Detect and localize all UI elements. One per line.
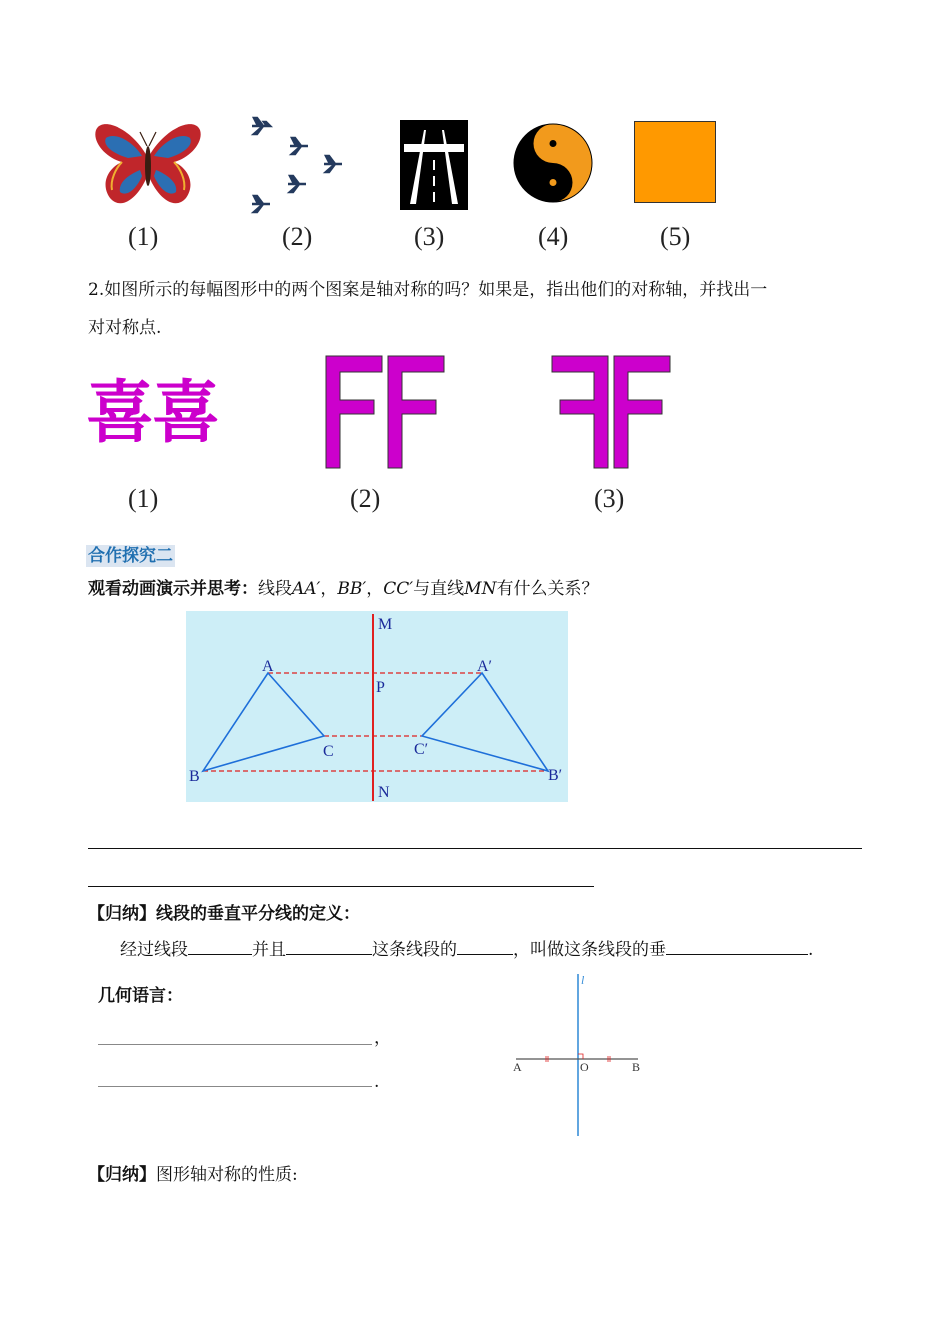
definition-text-4: ，叫做这条线段的垂 bbox=[513, 940, 666, 960]
segment-aa: AA′ bbox=[292, 579, 321, 599]
orange-square bbox=[634, 121, 716, 203]
separator-2: ， bbox=[366, 579, 384, 599]
summary-2-bracket: 【归纳】 bbox=[88, 1165, 156, 1185]
xi-char-left: 喜 bbox=[86, 374, 153, 453]
segment-cc: CC′ bbox=[383, 579, 414, 599]
question-2-line-1: 2.如图所示的每幅图形中的两个图案是轴对称的吗？如果是，指出他们的对称轴，并找出一 bbox=[88, 280, 768, 300]
blank-3[interactable] bbox=[457, 940, 513, 955]
prompt-text-1: 线段 bbox=[258, 579, 292, 599]
figure-label-3: (3) bbox=[414, 222, 445, 251]
segment-bb: BB′ bbox=[337, 579, 367, 599]
definition-text-1: 经过线段 bbox=[120, 940, 188, 960]
q2-label-2: (2) bbox=[350, 484, 381, 513]
label-l: l bbox=[581, 973, 585, 987]
answer-line-2 bbox=[88, 886, 594, 887]
airplanes-formation-icon bbox=[248, 112, 348, 216]
label-p: P bbox=[376, 679, 385, 696]
xi-char-right: 喜 bbox=[152, 374, 219, 453]
prompt-bold: 观看动画演示并思考： bbox=[88, 579, 258, 599]
answer-line-1 bbox=[88, 848, 862, 849]
label-b2: B bbox=[632, 1060, 641, 1074]
label-c-prime: C′ bbox=[414, 741, 429, 758]
label-b-prime: B′ bbox=[548, 767, 563, 784]
line-mn: MN bbox=[464, 579, 497, 599]
summary-1-title bbox=[88, 904, 360, 924]
definition-text-3: 这条线段的 bbox=[372, 940, 457, 960]
prompt-text-2: 与直线 bbox=[413, 579, 465, 599]
geometry-blank-1[interactable] bbox=[98, 1044, 372, 1045]
summary-1-bracket: 【归纳】 bbox=[88, 904, 156, 924]
butterfly-icon bbox=[92, 118, 204, 210]
summary-1-heading: 线段的垂直平分线的定义： bbox=[156, 904, 360, 924]
q2-label-3: (3) bbox=[594, 484, 625, 513]
geometry-blank-2[interactable] bbox=[98, 1086, 372, 1087]
ff-figure bbox=[324, 354, 448, 470]
separator-1: ， bbox=[320, 579, 338, 599]
definition-line bbox=[120, 940, 813, 960]
figure-label-5: (5) bbox=[660, 222, 691, 251]
label-m: M bbox=[378, 616, 393, 633]
label-c: C bbox=[323, 743, 334, 760]
section-title-badge bbox=[86, 541, 175, 566]
xi-xi-figure bbox=[86, 354, 218, 474]
blank-4[interactable] bbox=[666, 940, 808, 955]
label-a-prime: A′ bbox=[477, 658, 493, 675]
reflection-diagram bbox=[186, 611, 568, 802]
q2-label-1: (1) bbox=[128, 484, 159, 513]
blank-1[interactable] bbox=[188, 940, 252, 955]
label-n: N bbox=[378, 784, 390, 801]
yin-yang-icon bbox=[512, 122, 594, 204]
prompt-text-3: 有什么关系？ bbox=[496, 579, 599, 599]
summary-2-heading: 图形轴对称的性质: bbox=[156, 1165, 298, 1185]
figure-label-4: (4) bbox=[538, 222, 569, 251]
section-title: 合作探究二 bbox=[88, 546, 173, 566]
mirrored-ff-figure bbox=[550, 354, 674, 470]
label-a2: A bbox=[513, 1060, 522, 1074]
figure-label-1: (1) bbox=[128, 222, 159, 251]
section-prompt bbox=[88, 579, 598, 599]
geometry-end-1: ， bbox=[374, 1028, 391, 1048]
label-o: O bbox=[580, 1060, 589, 1074]
definition-text-5: . bbox=[808, 940, 814, 960]
question-2-line-2: 对对称点. bbox=[88, 318, 162, 338]
figure-label-2: (2) bbox=[282, 222, 313, 251]
geometry-language-title: 几何语言： bbox=[98, 986, 183, 1006]
label-b: B bbox=[189, 768, 200, 785]
geometry-end-2: . bbox=[374, 1072, 380, 1092]
label-a: A bbox=[262, 658, 274, 675]
blank-2[interactable] bbox=[286, 940, 372, 955]
perpendicular-bisector-diagram bbox=[508, 970, 648, 1140]
summary-2-title bbox=[88, 1165, 298, 1185]
motorway-sign-icon bbox=[400, 120, 468, 210]
definition-text-2: 并且 bbox=[252, 940, 286, 960]
